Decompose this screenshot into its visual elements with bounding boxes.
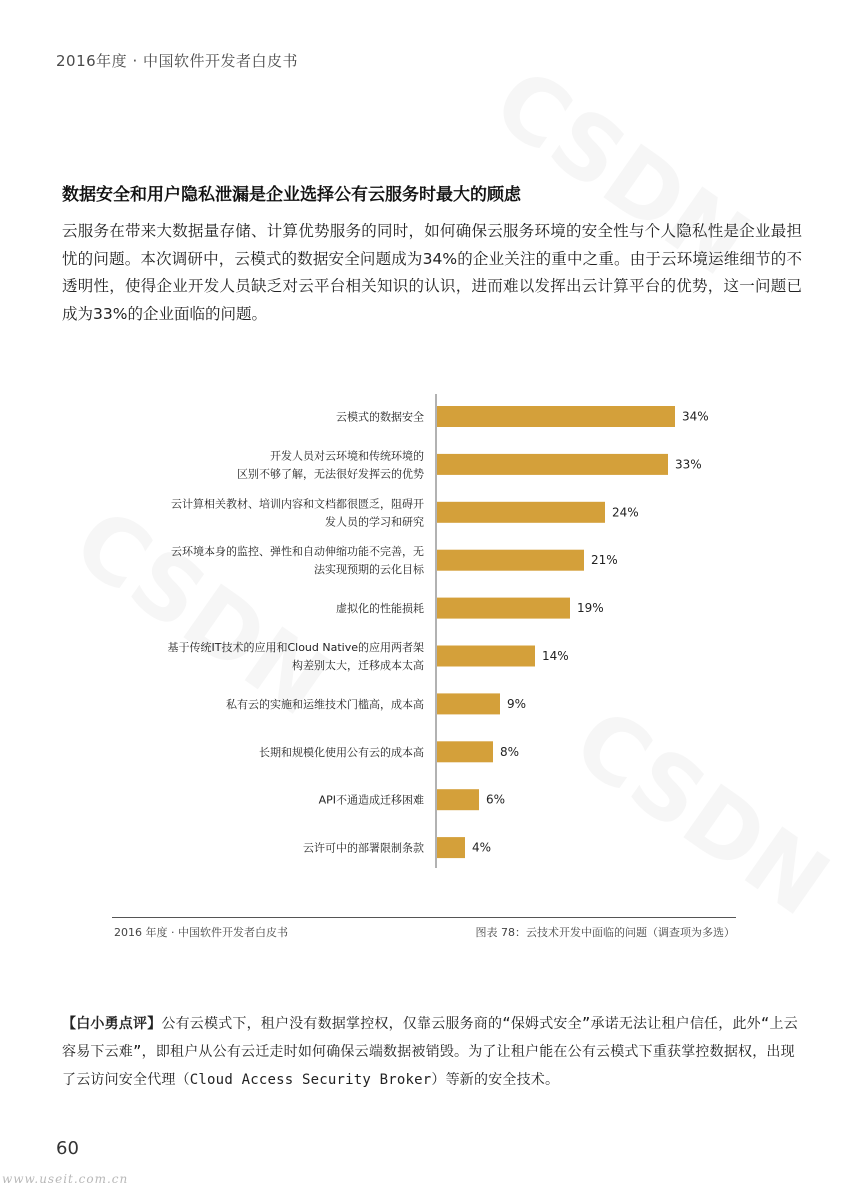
bar xyxy=(437,550,584,571)
bar-value-label: 34% xyxy=(682,409,709,424)
bar-value-label: 6% xyxy=(486,792,506,807)
bar xyxy=(437,598,570,619)
category-label: 云模式的数据安全 xyxy=(336,410,424,424)
category-label: 发人员的学习和研究 xyxy=(325,515,424,529)
category-label: 构差别太大，迁移成本太高 xyxy=(292,659,424,672)
category-label: 云计算相关教材、培训内容和文档都很匮乏，阻碍开 xyxy=(171,497,424,511)
bar xyxy=(437,837,465,858)
figure-caption: 图表 78：云技术开发中面临的问题（调查项为多选） xyxy=(475,926,735,939)
footer-title: 2016 年度 · 中国软件开发者白皮书 xyxy=(114,926,288,939)
category-label: 私有云的实施和运维技术门槛高，成本高 xyxy=(226,697,424,711)
site-watermark: www.useit.com.cn xyxy=(2,1172,129,1186)
comment-tag: 【白小勇点评】 xyxy=(62,1016,162,1032)
bar-value-label: 14% xyxy=(542,649,569,663)
footer-rule xyxy=(112,917,736,918)
bar-value-label: 21% xyxy=(591,553,618,568)
bar xyxy=(437,693,500,714)
category-label: 基于传统IT技术的应用和Cloud Native的应用两者架 xyxy=(167,641,424,654)
bar xyxy=(437,789,479,810)
bar-value-label: 8% xyxy=(500,744,520,759)
body-paragraph: 云服务在带来大数据量存储、计算优势服务的同时，如何确保云服务环境的安全性与个人隐私性是企业最担忧的问题。本次调研中，云模式的数据安全问题成为34%的企业关注的重中之重。由于云环境运维细节的不透明性，使得企业开发人员缺乏对云平台相关知识的认识，进而难以发挥出云计算平台的优势，这一问题已成为33%的企业面临的问题。 xyxy=(62,222,802,323)
bar-value-label: 33% xyxy=(675,457,702,472)
category-label: 云环境本身的监控、弹性和自动伸缩功能不完善，无 xyxy=(171,545,424,559)
bar-value-label: 24% xyxy=(612,505,639,520)
bar-value-label: 9% xyxy=(507,696,527,711)
comment-block xyxy=(62,1010,802,1094)
category-label: API不通造成迁移困难 xyxy=(318,793,424,807)
comment-text: 公有云模式下，租户没有数据掌控权，仅靠云服务商的“保姆式安全”承诺无法让租户信任，此外“上云容易下云难”，即租户从公有云迁走时如何确保云端数据被销毁。为了让租户能在公有云模式下重获掌控数据权，出现了云访问安全代理（Cloud Access Security Broker）等新的安全技术。 xyxy=(62,1016,798,1088)
category-label: 云许可中的部署限制条款 xyxy=(303,841,424,855)
category-label: 开发人员对云环境和传统环境的 xyxy=(270,449,424,463)
bar-chart xyxy=(0,390,857,870)
section-title: 数据安全和用户隐私泄漏是企业选择公有云服务时最大的顾虑 xyxy=(62,185,521,205)
bar-value-label: 4% xyxy=(472,840,492,855)
category-label: 区别不够了解，无法很好发挥云的优势 xyxy=(237,467,424,481)
bar xyxy=(437,454,668,475)
bar xyxy=(437,406,675,427)
bar-value-label: 19% xyxy=(577,601,604,616)
category-label: 长期和规模化使用公有云的成本高 xyxy=(259,745,424,759)
category-label: 虚拟化的性能损耗 xyxy=(336,602,424,616)
page-number: 60 xyxy=(56,1138,79,1159)
bar xyxy=(437,741,493,762)
bar xyxy=(437,646,535,667)
bar-chart-svg xyxy=(0,390,857,870)
category-label: 法实现预期的云化目标 xyxy=(314,563,424,577)
running-header: 2016年度 · 中国软件开发者白皮书 xyxy=(56,52,298,70)
bar xyxy=(437,502,605,523)
